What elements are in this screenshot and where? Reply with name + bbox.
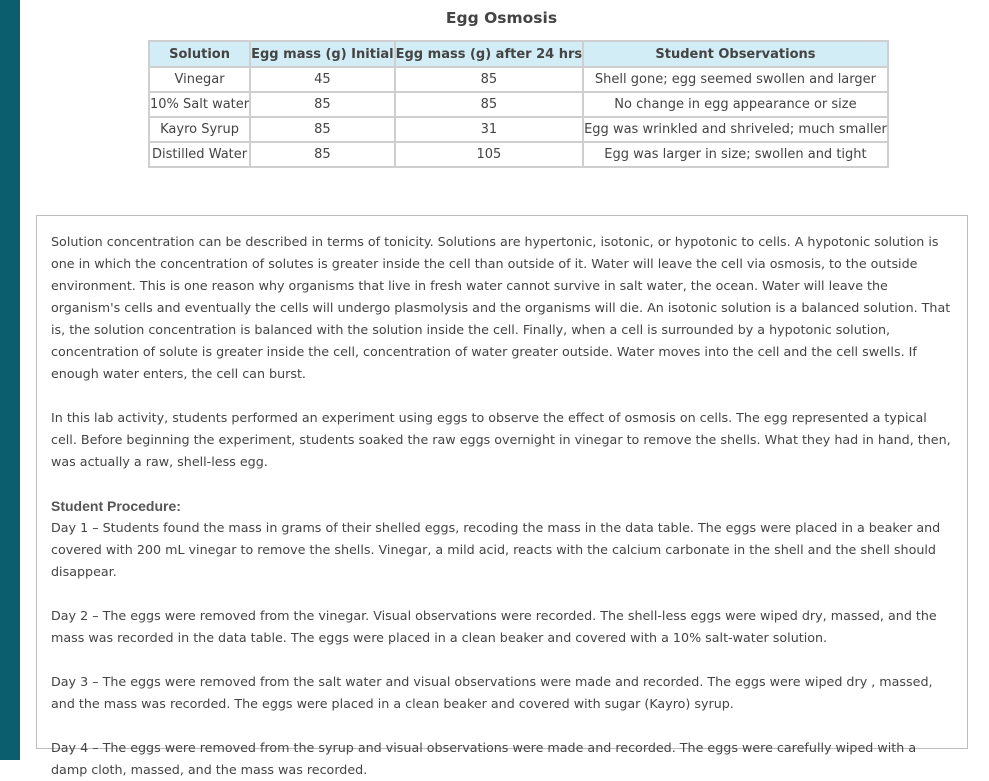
table-row xyxy=(149,142,888,167)
table-cell: Vinegar xyxy=(149,67,250,92)
table-cell: Kayro Syrup xyxy=(149,117,250,142)
table-cell: 85 xyxy=(395,67,583,92)
procedure-day-4: Day 4 – The eggs were removed from the syrup and visual observations were made and recorded. The eggs were carefully wiped with a damp cloth, massed, and the mass was recorded. xyxy=(51,740,917,777)
procedure-day-1: Day 1 – Students found the mass in grams of their shelled eggs, recoding the mass in the data table. The eggs were placed in a beaker and covered with 200 mL vinegar to remove the shells. Vinegar, a mild acid, reacts with the calcium carbonate in the shell and the shell should disappear. xyxy=(51,520,941,579)
table-cell: Shell gone; egg seemed swollen and larger xyxy=(583,67,888,92)
table-header-row xyxy=(149,41,888,67)
procedure-heading: Student Procedure: xyxy=(51,498,181,514)
table-cell: 85 xyxy=(395,92,583,117)
column-header: Egg mass (g) Initial xyxy=(250,41,395,67)
table-cell: No change in egg appearance or size xyxy=(583,92,888,117)
lab-paragraph: In this lab activity, students performed an experiment using eggs to observe the effect of osmosis on cells. The egg represented a typical cell. Before beginning the experiment, students soaked the raw eggs overnight in vinegar to remove the shells. What they had in hand, then, was actually a raw, shell-less egg. xyxy=(51,410,951,469)
table-cell: 10% Salt water xyxy=(149,92,250,117)
table-row xyxy=(149,92,888,117)
left-sidebar-bar xyxy=(0,0,20,760)
data-table xyxy=(148,40,889,168)
procedure-day-2: Day 2 – The eggs were removed from the vinegar. Visual observations were recorded. The shell-less eggs were wiped dry, massed, and the mass was recorded in the data table. The eggs were placed in a clean beaker and covered with a 10% salt-water solution. xyxy=(51,608,937,645)
column-header: Solution xyxy=(149,41,250,67)
table-cell: 85 xyxy=(250,142,395,167)
table-row xyxy=(149,117,888,142)
table-cell: 45 xyxy=(250,67,395,92)
table-cell: 105 xyxy=(395,142,583,167)
intro-paragraph: Solution concentration can be described in terms of tonicity. Solutions are hypertonic, isotonic, or hypotonic to cells. A hypotonic solution is one in which the concentration of solutes is greater inside the cell than outside of it. Water will leave the cell via osmosis, to the outside environment. This is one reason why organisms that live in fresh water cannot survive in salt water, the ocean. Water will leave the organism's cells and eventually the cells will undergo plasmolysis and the organisms will die. An isotonic solution is a balanced solution. That is, the solution concentration is balanced with the solution inside the cell. Finally, when a cell is surrounded by a hypotonic solution, concentration of solute is greater inside the cell, concentration of water greater outside. Water moves into the cell and the cell swells. If enough water enters, the cell can burst. xyxy=(51,234,951,381)
table-cell: Egg was wrinkled and shriveled; much smaller xyxy=(583,117,888,142)
table-cell: Egg was larger in size; swollen and tight xyxy=(583,142,888,167)
table-cell: 85 xyxy=(250,92,395,117)
page-title: Egg Osmosis xyxy=(445,9,558,27)
table-cell: 85 xyxy=(250,117,395,142)
table-row xyxy=(149,67,888,92)
table-cell: Distilled Water xyxy=(149,142,250,167)
procedure-day-3: Day 3 – The eggs were removed from the salt water and visual observations were made and recorded. The eggs were wiped dry , massed, and the mass was recorded. The eggs were placed in a clean beaker and covered with sugar (Kayro) syrup. xyxy=(51,674,933,711)
table-cell: 31 xyxy=(395,117,583,142)
column-header: Student Observations xyxy=(583,41,888,67)
text-panel xyxy=(36,215,968,777)
column-header: Egg mass (g) after 24 hrs xyxy=(395,41,583,67)
